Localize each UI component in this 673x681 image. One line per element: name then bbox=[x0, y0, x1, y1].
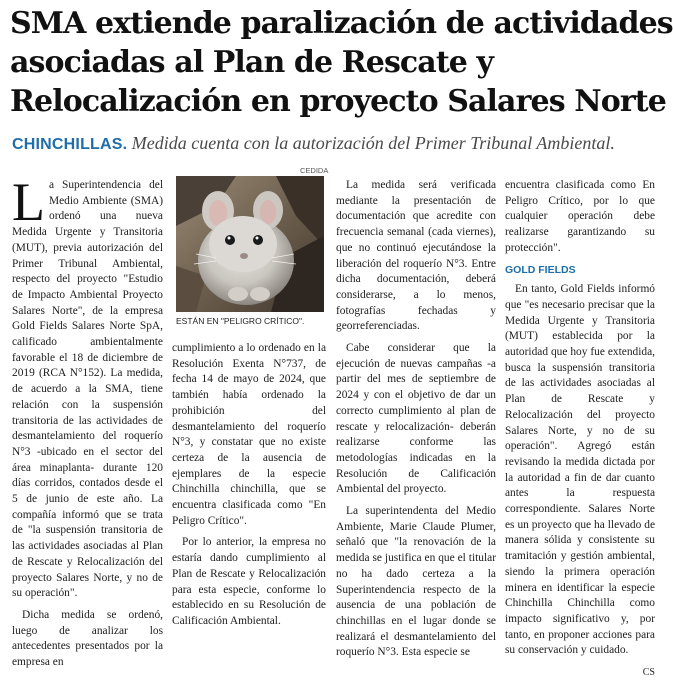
chinchilla-photo bbox=[176, 176, 324, 312]
article-column-2 bbox=[172, 341, 326, 627]
end-mark: CS bbox=[642, 667, 655, 679]
drop-cap: L bbox=[12, 172, 45, 232]
kicker: CHINCHILLAS. bbox=[12, 136, 128, 153]
photo-caption: ESTÁN EN "PELIGRO CRÍTICO". bbox=[176, 316, 305, 326]
paragraph: Dicha medida se ordenó, luego de analizar los antecedentes presentados por la empresa en bbox=[12, 608, 163, 669]
lead-paragraph bbox=[12, 172, 163, 602]
paragraph: cumplimiento a lo ordenado en la Resolución Exenta N°737, de fecha 14 de mayo de 2024, que también había ordenado la prohibición del desmantelamiento del roquerío N°3, y constatar que no existe certeza de la ausencia de ejemplares de la especie Chinchilla chinchilla, que se encuentra clasificada como "En Peligro Crítico". bbox=[172, 342, 326, 527]
paragraph: La medida será verificada mediante la presentación de documentación que acredite con frecuencia semanal (cada viernes), que no continuó ejecutándose la liberación del roquerío N°3. Entre dicha documentación, deberá considerarse, a lo menos, fotografías fechadas y georreferenciadas. bbox=[336, 179, 496, 333]
paragraph: La superintendenta del Medio Ambiente, Marie Claude Plumer, señaló que "la renovación de la medida se justifica en que el titular no ha dado certeza a la Superintendencia respecto de la ausencia de una población de chinchillas en el lugar donde se realizará el desmantelamiento del roquerío N°3. Esta especie se bbox=[336, 505, 496, 659]
section-heading: GOLD FIELDS bbox=[505, 263, 576, 276]
headline bbox=[10, 4, 673, 121]
article-column-3 bbox=[336, 178, 496, 659]
paragraph: En tanto, Gold Fields informó que "es necesario precisar que la Medida Urgente y Transitoria (MUT) establecida por la autoridad que hoy fue extendida, busca la suspensión transitoria de las actividades asociadas al Plan de Rescate y Relocalización del proyecto Salares Norte, y no de su operación". Agregó están revisando la medida dictada por la autoridad a fin de dar cuanto antes la respuesta correspondiente. Salares Norte es un proyecto que ha llevado de manera sólida y consistente su tramitación y gestión ambiental, siendo la primera operación minera en identificar la especie Chinchilla Chinchilla como impacto significativo y, por tanto, en proponer acciones para su conservación y cuidado. bbox=[505, 283, 655, 657]
headline-line-1: SMA extiende paralización de actividades bbox=[10, 6, 673, 41]
paragraph: Por lo anterior, la empresa no estaría dando cumplimiento al Plan de Rescate y Relocalización para esta especie, conforme lo establecido en su Resolución de Calificación Ambiental. bbox=[172, 536, 326, 627]
paragraph: Cabe considerar que la ejecución de nuevas campañas -a partir del mes de septiembre de 2024 y con el objetivo de dar un correcto cumplimiento al plan de rescate y relocalización- deberán realizarse conforme las metodologías indicadas en la Resolución de Calificación Ambiental del proyecto. bbox=[336, 342, 496, 496]
paragraph: encuentra clasificada como En Peligro Crítico, por lo que cualquier operación debe realizarse garantizando su protección". bbox=[505, 179, 655, 254]
deck: Medida cuenta con la autorización del Primer Tribunal Ambiental. bbox=[131, 133, 615, 153]
article-column-4 bbox=[505, 178, 655, 679]
headline-line-3: Relocalización en proyecto Salares Norte bbox=[10, 84, 666, 119]
subhead bbox=[12, 132, 654, 156]
photo-credit: CEDIDA bbox=[300, 166, 329, 175]
chinchilla-image bbox=[176, 176, 324, 312]
article-column-1 bbox=[12, 172, 163, 669]
headline-line-2: asociadas al Plan de Rescate y bbox=[10, 45, 494, 80]
lead-text: a Superintendencia del Medio Ambiente (SMA) ordenó una nueva Medida Urgente y Transitoria (MUT), previa autorización del Primer Tribunal Ambiental, respecto del proyecto "Estudio de Impacto Ambiental Proyecto Salares Norte", de la empresa Gold Fields Salares Norte SpA, calificado ambientalmente favorable el 18 de diciembre de 2019 (RCA N°152). La medida, de acuerdo a la SMA, tiene relación con la suspensión transitoria de las actividades de desmantelamiento del roquerío N°3 -ubicado en el sector del área minaplanta- durante 120 días corridos, contados desde el 5 de junio de este año. La compañía informó que se trata de "la suspensión transitoria de las actividades asociadas al Plan de Rescate y Relocalización del proyecto Salares Norte, y no de su operación". bbox=[12, 179, 163, 600]
